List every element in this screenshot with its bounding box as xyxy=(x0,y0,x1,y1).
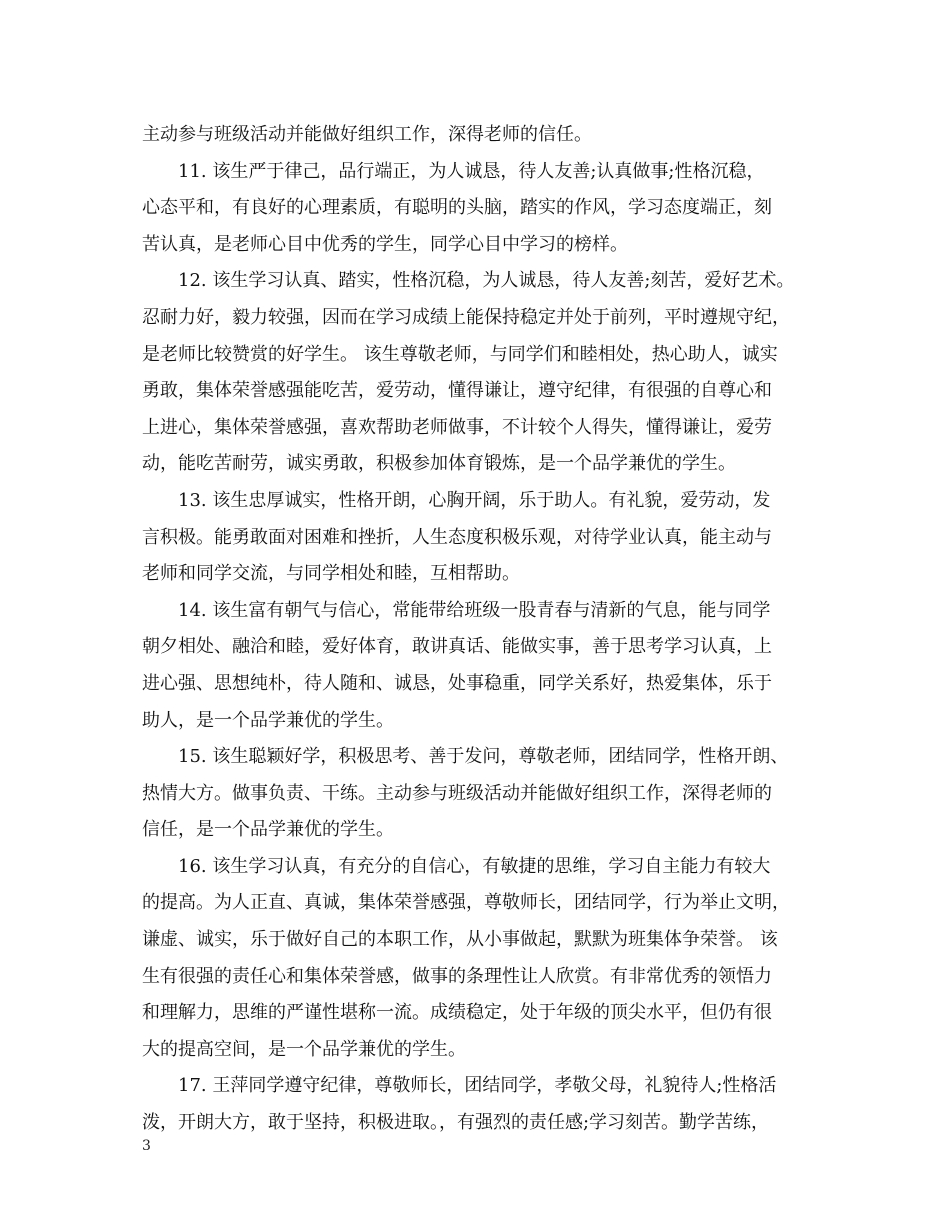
body-text xyxy=(142,117,832,1142)
text-line: 忍耐力好，毅力较强，因而在学习成绩上能保持稳定并处于前列，平时遵规守纪， xyxy=(142,306,790,328)
text-line: 和理解力，思维的严谨性堪称一流。成绩稳定，处于年级的顶尖水平，但仍有很 xyxy=(142,1002,772,1024)
text-line: 生有很强的责任心和集体荣誉感，做事的条理性让人欣赏。有非常优秀的领悟力 xyxy=(142,965,772,987)
text-line: 13. 该生忠厚诚实，性格开朗，心胸开阔，乐于助人。有礼貌，爱劳动，发 xyxy=(178,489,771,511)
text-line: 15. 该生聪颖好学，积极思考、善于发问，尊敬老师，团结同学，性格开朗、 xyxy=(178,746,789,768)
text-line: 16. 该生学习认真，有充分的自信心，有敏捷的思维，学习自主能力有较大 xyxy=(178,855,771,877)
text-line: 11. 该生严于律己，品行端正，为人诚恳，待人友善;认真做事;性格沉稳， xyxy=(178,160,765,182)
text-line: 14. 该生富有朝气与信心，常能带给班级一股青春与清新的气息，能与同学 xyxy=(178,599,771,621)
text-line: 主动参与班级活动并能做好组织工作，深得老师的信任。 xyxy=(142,124,592,145)
text-line: 朝夕相处、融洽和睦，爱好体育，敢讲真话、能做实事，善于思考学习认真，上 xyxy=(142,636,772,658)
text-line: 是老师比较赞赏的好学生。 该生尊敬老师，与同学们和睦相处，热心助人，诚实 xyxy=(142,343,778,365)
text-line: 谦虚、诚实，乐于做好自己的本职工作，从小事做起，默默为班集体争荣誉。 该 xyxy=(142,929,778,951)
text-line: 17. 王萍同学遵守纪律，尊敬师长，团结同学，孝敬父母，礼貌待人;性格活 xyxy=(178,1075,777,1097)
text-line: 老师和同学交流，与同学相处和睦，互相帮助。 xyxy=(142,563,520,585)
text-line: 12. 该生学习认真、踏实，性格沉稳，为人诚恳，待人友善;刻苦，爱好艺术。 xyxy=(178,270,795,292)
text-line: 信任，是一个品学兼优的学生。 xyxy=(142,819,394,841)
page-number: 3 xyxy=(142,1138,151,1154)
text-line: 泼，开朗大方，敢于坚持，积极进取。，有强烈的责任感;学习刻苦。勤学苦练， xyxy=(142,1112,770,1134)
text-line: 上进心，集体荣誉感强，喜欢帮助老师做事，不计较个人得失，懂得谦让，爱劳 xyxy=(142,416,772,438)
text-line: 言积极。能勇敢面对困难和挫折，人生态度积极乐观，对待学业认真，能主动与 xyxy=(142,526,772,548)
text-line: 的提高。为人正直、真诚，集体荣誉感强，尊敬师长，团结同学，行为举止文明， xyxy=(142,892,790,914)
text-line: 动，能吃苦耐劳，诚实勇敢，积极参加体育锻炼，是一个品学兼优的学生。 xyxy=(142,453,736,475)
text-line: 热情大方。做事负责、干练。主动参与班级活动并能做好组织工作，深得老师的 xyxy=(142,782,772,804)
text-line: 进心强、思想纯朴，待人随和、诚恳，处事稳重，同学关系好，热爱集体，乐于 xyxy=(142,672,772,694)
text-line: 勇敢，集体荣誉感强能吃苦，爱劳动，懂得谦让，遵守纪律，有很强的自尊心和 xyxy=(142,380,772,402)
text-line: 苦认真，是老师心目中优秀的学生，同学心目中学习的榜样。 xyxy=(142,233,628,255)
text-line: 心态平和，有良好的心理素质，有聪明的头脑，踏实的作风，学习态度端正，刻 xyxy=(142,197,772,219)
text-line: 助人，是一个品学兼优的学生。 xyxy=(142,709,394,731)
text-line: 大的提高空间，是一个品学兼优的学生。 xyxy=(142,1038,466,1060)
